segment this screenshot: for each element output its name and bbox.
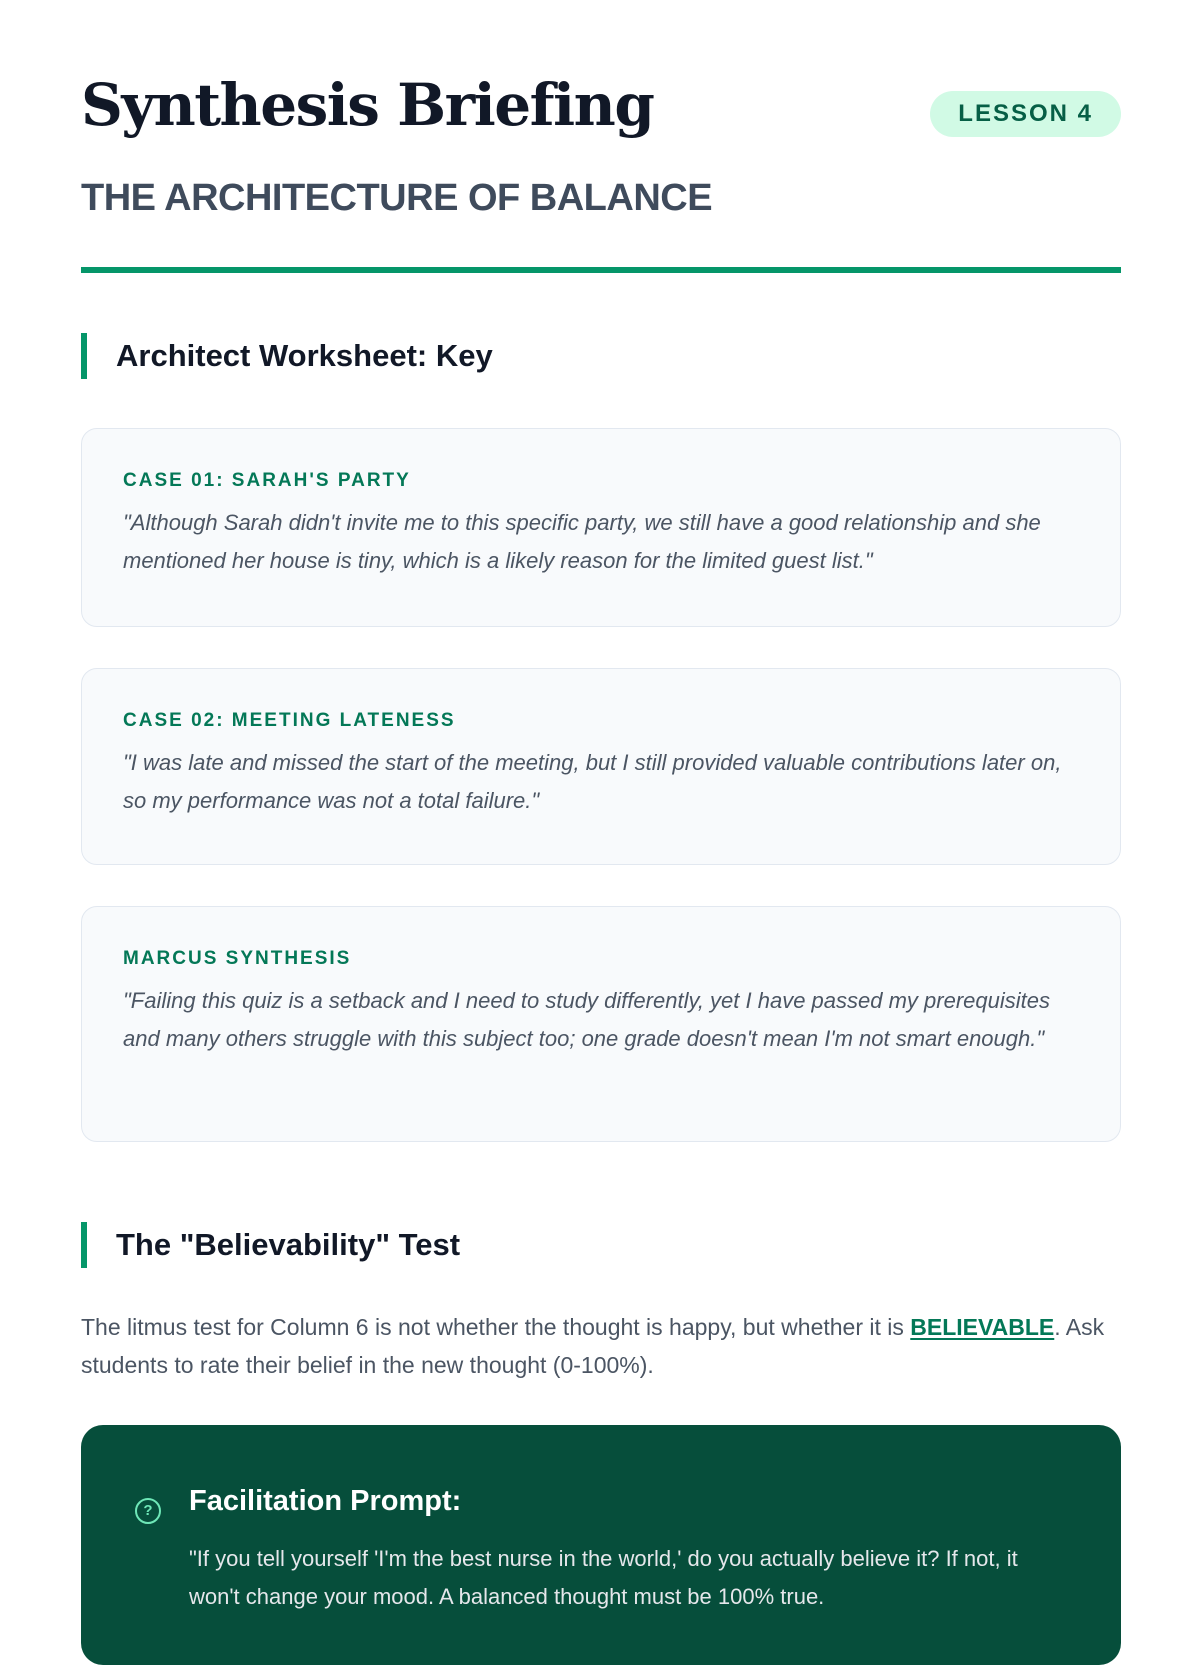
case-label: CASE 01: SARAH'S PARTY: [123, 470, 411, 491]
briefing-page: [81, 0, 1121, 1609]
case-quote: "I was late and missed the start of the meeting, but I still provided valuable contributions later on, so my performance was not a total failure.": [123, 750, 1062, 813]
section-accent-bar: [81, 333, 87, 379]
case-card: [81, 906, 1121, 1142]
section-accent-bar: [81, 1222, 87, 1268]
prompt-title: Facilitation Prompt:: [189, 1485, 462, 1517]
intro-text-end: . Ask students to rate their belief in the new thought (0-100%).: [81, 1314, 1105, 1378]
case-quote: "Failing this quiz is a setback and I need to study differently, yet I have passed my prerequisites and many others struggle with this subject too; one grade doesn't mean I'm not smart enough.": [123, 988, 1050, 1051]
facilitation-prompt-box: [81, 1425, 1121, 1665]
page-header: [81, 0, 1121, 219]
case-label: MARCUS SYNTHESIS: [123, 948, 352, 969]
section-heading-believability: [81, 1222, 460, 1268]
lesson-badge: LESSON 4: [930, 91, 1121, 137]
section-title: Architect Worksheet: Key: [116, 338, 493, 373]
believability-intro: [81, 1308, 1121, 1384]
header-divider: [81, 267, 1121, 273]
case-card: [81, 668, 1121, 865]
page-subtitle: THE ARCHITECTURE OF BALANCE: [81, 177, 713, 219]
section-title: The "Believability" Test: [116, 1227, 461, 1262]
prompt-text: "If you tell yourself 'I'm the best nurse in the world,' do you actually believe it? If not, it won't change your mood. A balanced thought must be 100% true.: [189, 1546, 1018, 1609]
case-card: [81, 428, 1121, 627]
page-title: Synthesis Briefing: [81, 71, 654, 139]
intro-text: The litmus test for Column 6 is not whether the thought is happy, but whether it is: [81, 1314, 911, 1340]
case-label: CASE 02: MEETING LATENESS: [123, 710, 456, 731]
section-heading-worksheet: [81, 333, 493, 379]
question-circle-icon: ?: [135, 1498, 161, 1524]
believable-emphasis: BELIEVABLE: [910, 1314, 1055, 1340]
case-quote: "Although Sarah didn't invite me to this specific party, we still have a good relationship and she mentioned her house is tiny, which is a likely reason for the limited guest list.": [123, 510, 1041, 573]
